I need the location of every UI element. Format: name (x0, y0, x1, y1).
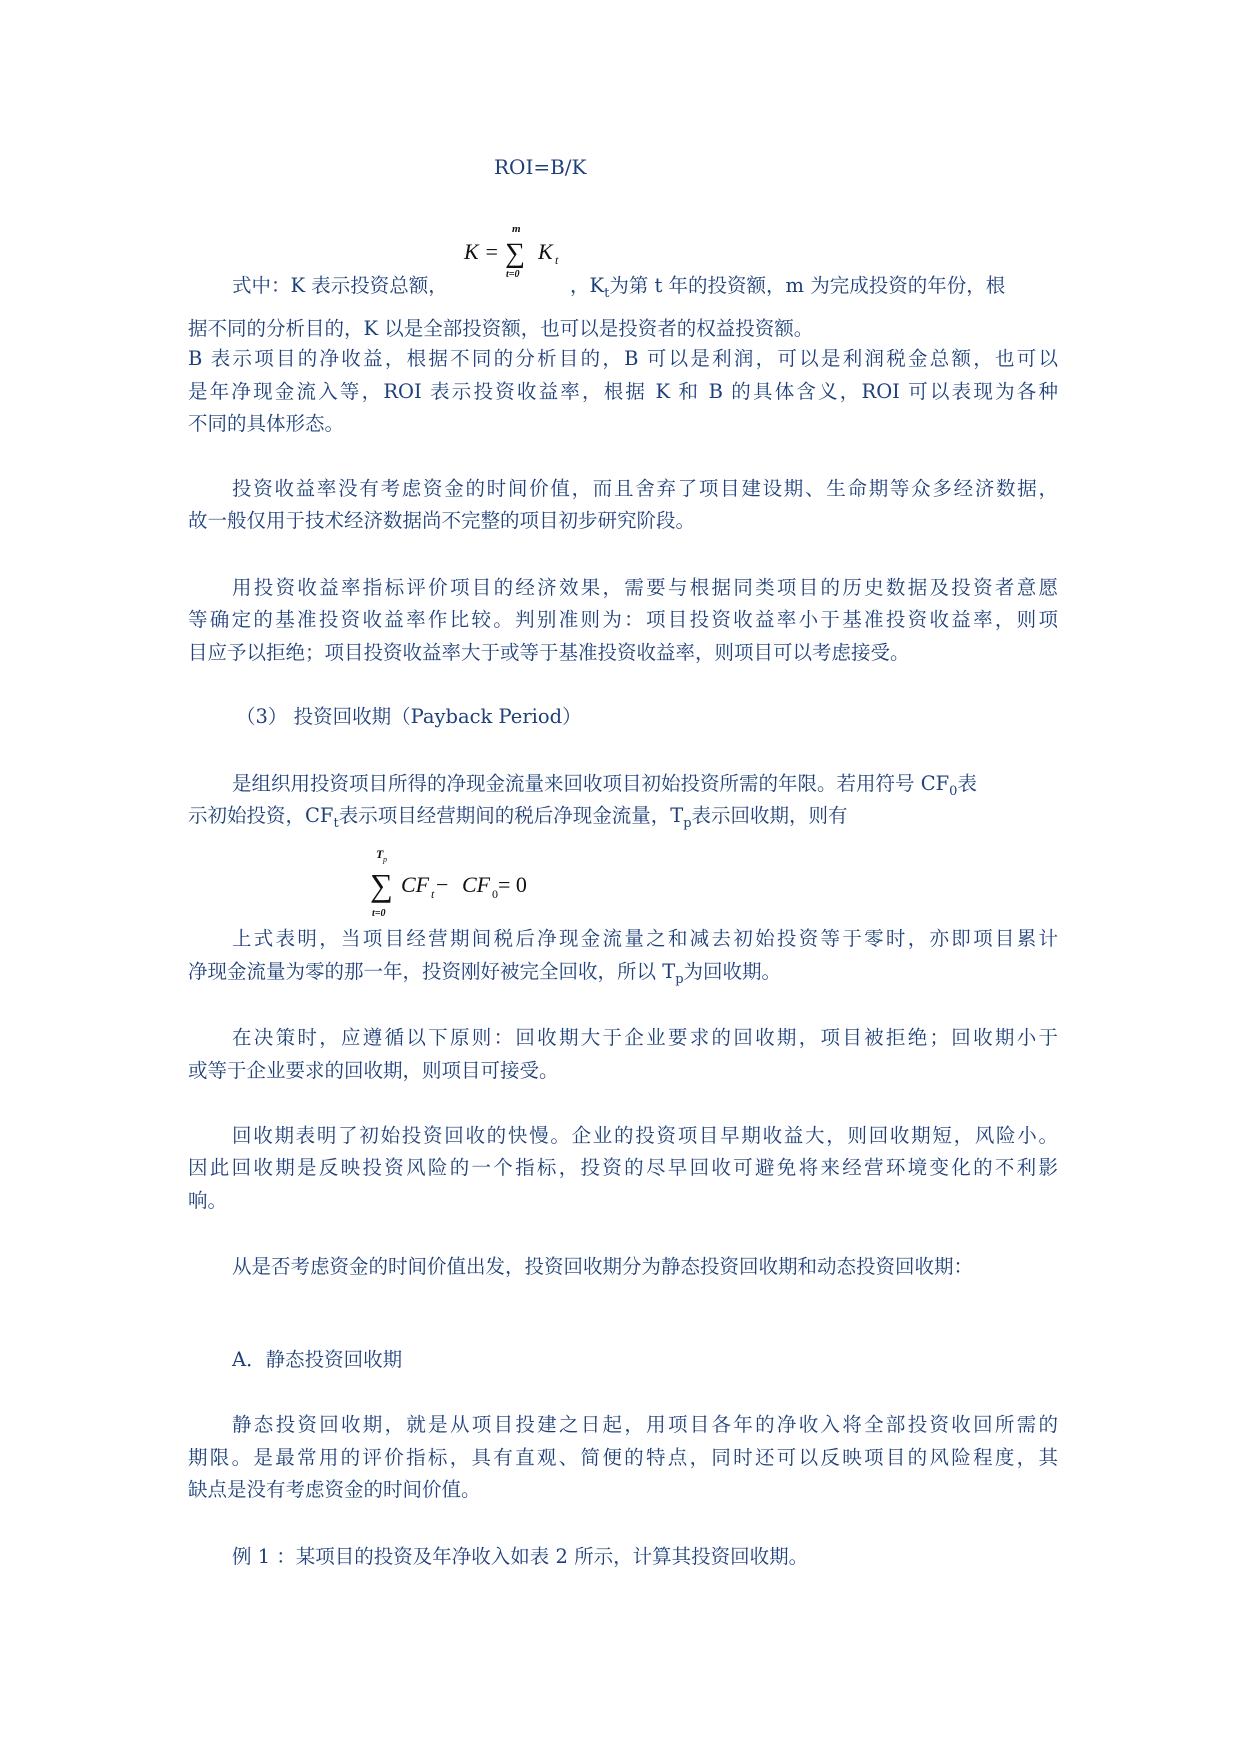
cf-sigma: ∑ (370, 867, 393, 903)
k-sum-formula (462, 222, 572, 284)
para8-line1: 从是否考虑资金的时间价值出发，投资回收期分为静态投资回收期和动态投资回收期： (232, 1255, 974, 1278)
para5-line2: 净现金流量为零的那一年，投资刚好被完全回收，所以 $T_p$为回收期。 (188, 960, 782, 987)
para1-line4: 是年净现金流入等，ROI 表示投资收益率，根据 K 和 B 的具体含义，ROI 可以表现为各种 (188, 380, 1058, 403)
para9-line1: 静态投资回收期，就是从项目投建之日起，用项目各年的净收入将全部投资收回所需的 (232, 1413, 1058, 1436)
para1-line5: 不同的具体形态。 (188, 412, 345, 435)
k-sigma: ∑ (505, 238, 525, 269)
cf-lower: t=0 (372, 908, 386, 919)
para9-line3: 缺点是没有考虑资金的时间价值。 (188, 1478, 481, 1501)
para2-line1: 投资收益率没有考虑资金的时间价值，而且舍弃了项目建设期、生命期等众多经济数据， (232, 477, 1058, 500)
para1-line1b: ，$K_t$为第 t 年的投资额，m 为完成投资的年份，根 (570, 274, 1006, 301)
cf-term1: CF (401, 872, 430, 897)
para6-line2: 或等于企业要求的回收期，则项目可接受。 (188, 1059, 559, 1082)
heading-payback-period: （3） 投资回收期（Payback Period） (236, 705, 582, 728)
roi-formula: ROI=B/K (494, 155, 587, 179)
para7-line3: 响。 (188, 1189, 228, 1212)
heading-static-payback: A．静态投资回收期 (232, 1348, 403, 1371)
k-upper: m (512, 223, 521, 235)
cf-rhs: = 0 (498, 872, 527, 897)
cf-term2-sub: 0 (492, 887, 498, 901)
para3-line3: 目应予以拒绝；项目投资收益率大于或等于基准投资收益率，则项目可以考虑接受。 (188, 641, 910, 664)
para7-line1: 回收期表明了初始投资回收的快慢。企业的投资项目早期收益大，则回收期短，风险小。 (232, 1124, 1058, 1147)
cf-upper-sub: p (383, 855, 387, 864)
para1-line2: 据不同的分析目的，K 以是全部投资额，也可以是投资者的权益投资额。 (188, 317, 814, 340)
para2-line2: 故一般仅用于技术经济数据尚不完整的项目初步研究阶段。 (188, 509, 696, 532)
para4-line1: 是组织用投资项目所得的净现金流量来回收项目初始投资所需的年限。若用符号 $CF_0$表 (232, 772, 977, 799)
para1-line3: B 表示项目的净收益，根据不同的分析目的，B 可以是利润，可以是利润税金总额，也可以 (188, 347, 1058, 370)
k-term-sub: t (555, 253, 559, 267)
cf-term2: CF (462, 872, 491, 897)
para4-line2: 示初始投资，$CF_t$表示项目经营期间的税后净现金流量，$T_p$表示回收期，则有 (188, 804, 848, 831)
para1-line1a: 式中：K 表示投资总额， (232, 274, 448, 297)
para6-line1: 在决策时，应遵循以下原则：回收期大于企业要求的回收期，项目被拒绝；回收期小于 (232, 1026, 1058, 1049)
cf-minus: − (436, 872, 449, 897)
para5-line1: 上式表明，当项目经营期间税后净现金流量之和减去初始投资等于零时，亦即项目累计 (232, 927, 1058, 950)
para10-line1: 例 1 ：某项目的投资及年净收入如表 2 所示，计算其投资回收期。 (232, 1545, 809, 1568)
cf-upper: T (376, 847, 384, 861)
k-lower: t=0 (506, 269, 520, 280)
cf-sum-formula (370, 846, 550, 924)
k-term: K (538, 239, 553, 264)
para9-line2: 期限。是最常用的评价指标，具有直观、简便的特点，同时还可以反映项目的风险程度，其 (188, 1446, 1058, 1469)
cf-term1-sub: t (431, 887, 435, 901)
k-lhs: K = (464, 239, 500, 264)
para3-line1: 用投资收益率指标评价项目的经济效果，需要与根据同类项目的历史数据及投资者意愿 (232, 576, 1058, 599)
para7-line2: 因此回收期是反映投资风险的一个指标，投资的尽早回收可避免将来经营环境变化的不利影 (188, 1156, 1058, 1179)
para3-line2: 等确定的基准投资收益率作比较。判别准则为：项目投资收益率小于基准投资收益率，则项 (188, 608, 1058, 631)
